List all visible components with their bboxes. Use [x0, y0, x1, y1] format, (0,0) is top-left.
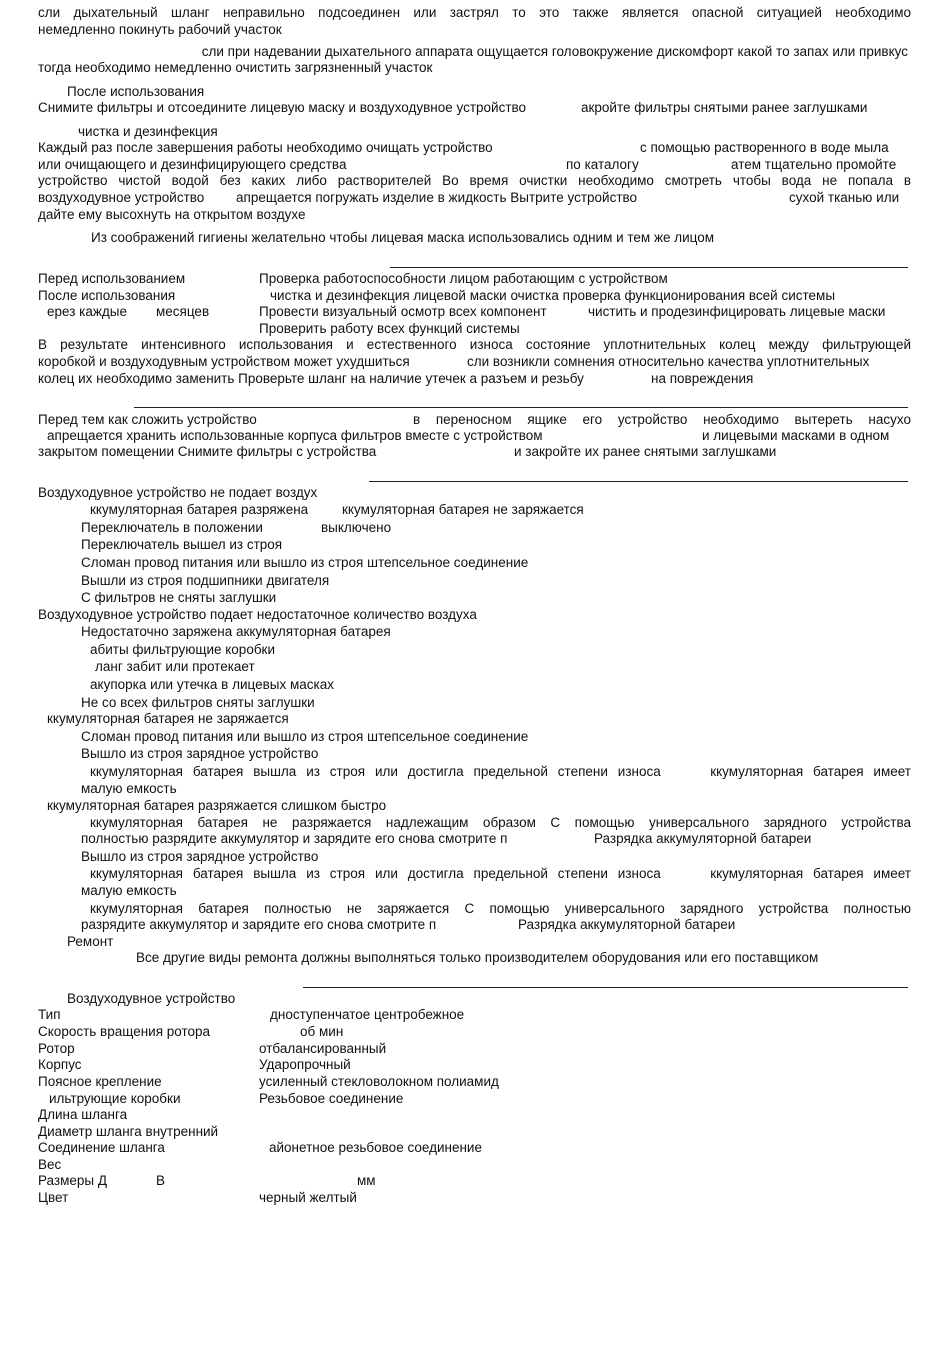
trouble-line: ккумуляторная батарея не заряжается — [47, 711, 289, 726]
cleaning-l6: Из соображений гигиены желательно чтобы лицевая маска использовались одним и тем же лицом — [91, 230, 715, 245]
maint-label-3b: месяцев — [156, 304, 210, 319]
spec-label: Диаметр шланга внутренний — [38, 1124, 219, 1139]
trouble-line: абиты фильтрующие коробки — [90, 642, 276, 657]
maint-text-3b: чистить и продезинфицировать лицевые маски — [588, 304, 886, 319]
trouble-j2c: Разрядка аккумуляторной батареи — [594, 831, 812, 846]
cleaning-l2a: или очищающего и дезинфицирующего средства — [38, 157, 347, 172]
spec-label: Длина шланга — [38, 1107, 128, 1122]
spec-value: усиленный стекловолокном полиамид — [259, 1074, 499, 1089]
maint-text-3: Провести визуальный осмотр всех компонент — [259, 304, 547, 319]
spec-label: Корпус — [38, 1057, 82, 1072]
trouble-j4c: Разрядка аккумуляторной батареи — [518, 917, 736, 932]
repair-title: Ремонт — [67, 934, 114, 949]
spec-color-value: черный желтый — [259, 1190, 357, 1205]
spec-label: Тип — [38, 1007, 61, 1022]
spec-value: айонетное резьбовое соединение — [269, 1140, 482, 1155]
trouble-line: Вышли из строя подшипники двигателя — [81, 573, 330, 588]
trouble-j3c: малую емкость — [81, 883, 177, 898]
spec-label: Ротор — [38, 1041, 75, 1056]
trouble-line: С фильтров не сняты заглушки — [81, 590, 277, 605]
trouble-j1: ккумуляторная батарея вышла из строя или достигла предельной степени износа ккумуляторная батарея имеет — [90, 764, 911, 779]
trouble-charger: Вышло из строя зарядное устройство — [81, 849, 319, 864]
storage-l2b: и лицевыми масками в одном — [702, 428, 890, 443]
maint-label-2: После использования — [38, 288, 176, 303]
section-divider — [303, 987, 908, 988]
section-divider — [134, 407, 908, 408]
cleaning-title: чистка и дезинфекция — [78, 124, 218, 139]
trouble-line: Сломан провод питания или вышло из строя штепсельное соединение — [81, 729, 529, 744]
maint-label-3a: ерез каждые — [47, 304, 127, 319]
trouble-line-b: ккумуляторная батарея не заряжается — [342, 502, 584, 517]
specs-title: Воздуходувное устройство — [67, 991, 236, 1006]
storage-l1b: в переносном ящике его устройство необходимо вытереть насухо — [413, 412, 911, 427]
after-use-title: После использования — [67, 84, 205, 99]
trouble-j2b: полностью разрядите аккумулятор и зарядите его снова смотрите п — [81, 831, 508, 846]
storage-l3b: и закройте их ранее снятыми заглушками — [514, 444, 777, 459]
trouble-line-b: выключено — [321, 520, 392, 535]
trouble-line: Недостаточно заряжена аккумуляторная батарея — [81, 624, 391, 639]
spec-label: ильтрующие коробки — [49, 1091, 181, 1106]
after-use-text-b: акройте фильтры снятыми ранее заглушками — [581, 100, 868, 115]
spec-value: Резьбовое соединение — [259, 1091, 404, 1106]
cleaning-l2b: по каталогу — [566, 157, 639, 172]
safety-line-4: тогда необходимо немедленно очистить загрязненный участок — [38, 60, 433, 75]
cleaning-l4a: воздуходувное устройство — [38, 190, 205, 205]
storage-l2a: апрещается хранить использованные корпуса фильтров вместе с устройством — [47, 428, 543, 443]
spec-label: Поясное крепление — [38, 1074, 162, 1089]
cleaning-l1b: с помощью растворенного в воде мыла — [640, 140, 889, 155]
trouble-line: Не со всех фильтров сняты заглушки — [81, 695, 315, 710]
maint-text-1: Проверка работоспособности лицом работающим с устройством — [259, 271, 668, 286]
maint-text-2: чистка и дезинфекция лицевой маски очистка проверка функционирования всей системы — [270, 288, 836, 303]
trouble-j1c: малую емкость — [81, 781, 177, 796]
trouble-line: ккумуляторная батарея разряжена — [90, 502, 309, 517]
spec-value: дноступенчатое центробежное — [270, 1007, 465, 1022]
cleaning-l4c: сухой тканью или — [789, 190, 900, 205]
safety-line-2: немедленно покинуть рабочий участок — [38, 22, 282, 37]
after-use-text: Снимите фильтры и отсоедините лицевую маску и воздуходувное устройство — [38, 100, 527, 115]
maint-p2: коробкой и воздуходувным устройством может ухудшиться — [38, 354, 410, 369]
spec-value: об мин — [300, 1024, 344, 1039]
trouble-line: ланг забит или протекает — [95, 659, 255, 674]
maint-p3: колец их необходимо заменить Проверьте шланг на наличие утечек а разъем и резьбу — [38, 371, 584, 386]
cleaning-l2c: атем тщательно промойте — [731, 157, 897, 172]
trouble-j4b: разрядите аккумулятор и зарядите его снова смотрите п — [81, 917, 437, 932]
trouble-line: Воздуходувное устройство подает недостаточное количество воздуха — [38, 607, 477, 622]
cleaning-l4b: апрещается погружать изделие в жидкость Вытрите устройство — [236, 190, 638, 205]
trouble-j3: ккумуляторная батарея вышла из строя или достигла предельной степени износа ккумуляторная батарея имеет — [90, 866, 911, 881]
storage-l3a: закрытом помещении Снимите фильтры с устройства — [38, 444, 377, 459]
cleaning-l1a: Каждый раз после завершения работы необходимо очищать устройство — [38, 140, 493, 155]
spec-label: Соединение шланга — [38, 1140, 165, 1155]
repair-text: Все другие виды ремонта должны выполняться только производителем оборудования или его поставщиком — [136, 950, 819, 965]
storage-l1a: Перед тем как сложить устройство — [38, 412, 257, 427]
spec-size-unit: мм — [357, 1173, 376, 1188]
safety-line-3: сли при надевании дыхательного аппарата ощущается головокружение дискомфорт какой то запах или привкус — [201, 44, 908, 59]
spec-size-b: В — [156, 1173, 166, 1188]
spec-label: Вес — [38, 1157, 62, 1172]
trouble-j4: ккумуляторная батарея полностью не заряжается С помощью универсального зарядного устройства полностью — [90, 901, 911, 916]
maint-label-1: Перед использованием — [38, 271, 186, 286]
cleaning-l5: дайте ему высохнуть на открытом воздухе — [38, 207, 306, 222]
trouble-line: Переключатель в положении — [81, 520, 263, 535]
spec-size-label: Размеры Д — [38, 1173, 107, 1188]
maint-p1: В результате интенсивного использования и естественного износа состояние уплотнительных колец между фильтрующей — [38, 337, 911, 352]
section-divider — [390, 267, 908, 268]
spec-label: Скорость вращения ротора — [38, 1024, 211, 1039]
maint-p3b: на повреждения — [651, 371, 754, 386]
trouble-line: Сломан провод питания или вышло из строя штепсельное соединение — [81, 555, 529, 570]
trouble-line: акупорка или утечка в лицевых масках — [90, 677, 334, 692]
maint-p2b: сли возникли сомнения относительно качества уплотнительных — [467, 354, 870, 369]
trouble-line: Воздуходувное устройство не подает воздух — [38, 485, 318, 500]
maint-text-4: Проверить работу всех функций системы — [259, 321, 520, 336]
section-divider — [369, 481, 908, 482]
safety-line-1: сли дыхательный шланг неправильно подсоединен или застрял то это также является опасной ситуацией необходимо — [38, 5, 911, 20]
trouble-h1: ккумуляторная батарея разряжается слишком быстро — [47, 798, 387, 813]
spec-value: Ударопрочный — [259, 1057, 351, 1072]
trouble-line: Вышло из строя зарядное устройство — [81, 746, 319, 761]
spec-value: отбалансированный — [259, 1041, 387, 1056]
cleaning-l3: устройство чистой водой без каких либо растворителей Во время очистки необходимо смотреть чтобы вода не попала в — [38, 173, 911, 188]
trouble-j2: ккумуляторная батарея не разряжается надлежащим образом С помощью универсального зарядного устройства — [90, 815, 911, 830]
trouble-line: Переключатель вышел из строя — [81, 537, 283, 552]
spec-color-label: Цвет — [38, 1190, 69, 1205]
